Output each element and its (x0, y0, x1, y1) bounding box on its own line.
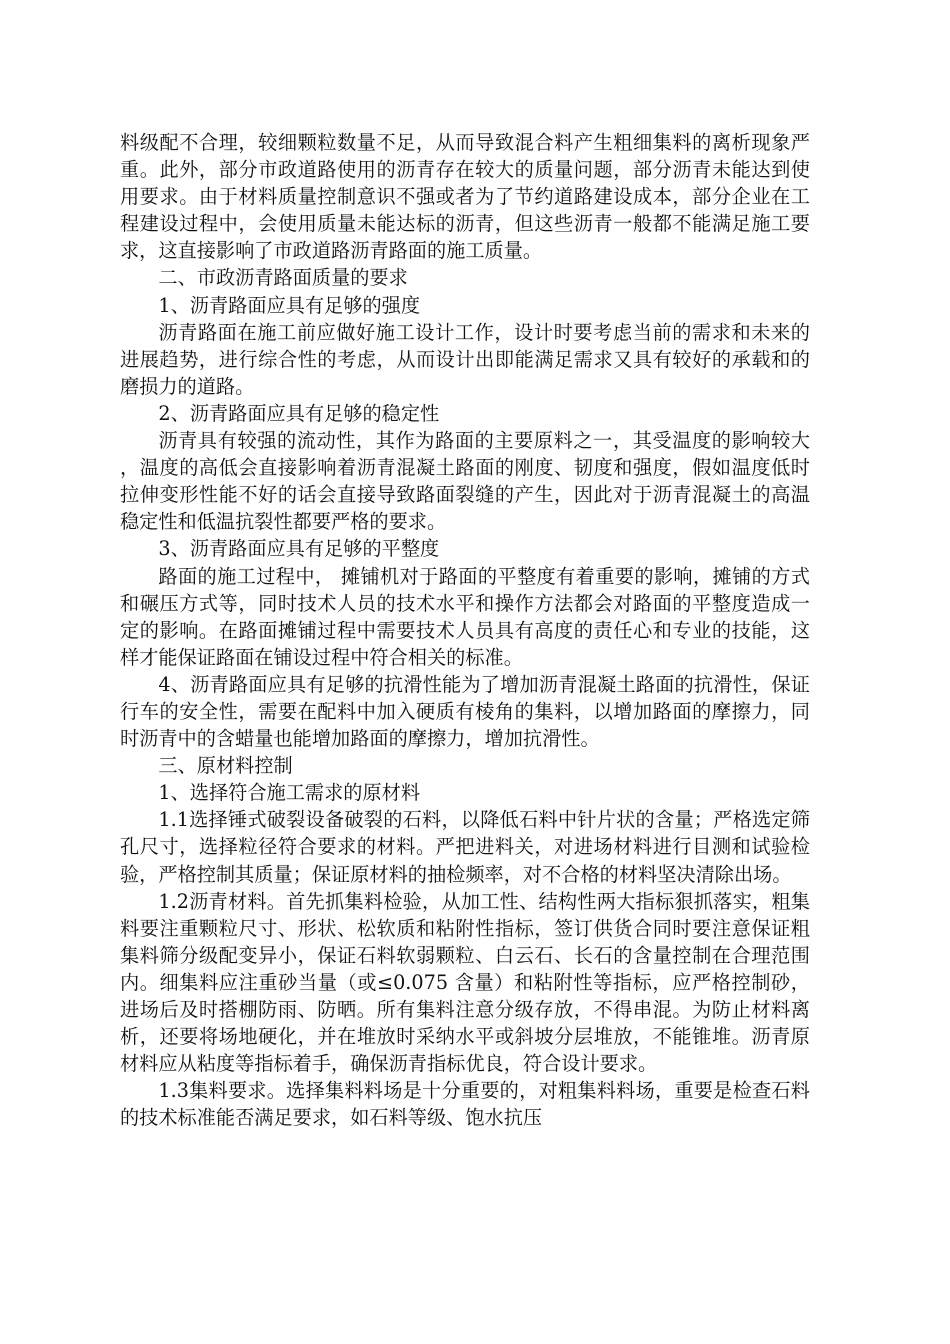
subheading-raw-material-selection: 1、选择符合施工需求的原材料 (158, 781, 421, 805)
paragraph-1-2-asphalt-material: 1.2沥青材料。首先抓集料检验，从加工性、结构性两大指标狠抓落实，粗集料要注重颗粒尺寸、形状、松软质和粘附性指标，签订供货合同时要注意保证粗集料筛分级配变异小，保证石料软弱颗粒、白云石、长石的含量控制在合理范围内。细集料应注重砂当量（或≤0.075 含量）和粘附性等指标，应严格控制砂，进场后及时搭棚防雨、防晒。所有集料注意分级存放，不得串混。为防止材料离析，还要将场地硬化，并在堆放时采纳水平或斜坡分层堆放，不能锥堆。沥青原材料应从粘度等指标着手，确保沥青指标优良，符合设计要求。 (120, 889, 810, 1076)
subheading-strength: 1、沥青路面应具有足够的强度 (158, 293, 421, 317)
paragraph-stability: 沥青具有较强的流动性，其作为路面的主要原料之一，其受温度的影响较大，温度的高低会直接影响着沥青混凝土路面的刚度、韧度和强度，假如温度低时拉伸变形性能不好的话会直接导致路面裂缝的产生，因此对于沥青混凝土的高温稳定性和低温抗裂性都要严格的要求。 (120, 429, 810, 534)
paragraph-material-gradation: 料级配不合理，较细颗粒数量不足，从而导致混合料产生粗细集料的离析现象严重。此外，部分市政道路使用的沥青存在较大的质量问题，部分沥青未能达到使用要求。由于材料质量控制意识不强或者为了节约道路建设成本，部分企业在工程建设过程中，会使用质量未能达标的沥青，但这些沥青一般都不能满足施工要求，这直接影响了市政道路沥青路面的施工质量。 (120, 131, 810, 263)
paragraph-flatness: 路面的施工过程中， 摊铺机对于路面的平整度有着重要的影响，摊铺的方式和碾压方式等，同时技术人员的技术水平和操作方法都会对路面的平整度造成一定的影响。在路面摊铺过程中需要技术人员具有高度的责任心和专业的技能，这样才能保证路面在铺设过程中符合相关的标准。 (120, 564, 810, 669)
paragraph-strength: 沥青路面在施工前应做好施工设计工作，设计时要考虑当前的需求和未来的进展趋势，进行综合性的考虑，从而设计出即能满足需求又具有较好的承载和的磨损力的道路。 (120, 320, 810, 398)
heading-quality-requirements: 二、市政沥青路面质量的要求 (158, 266, 408, 290)
heading-raw-material-control: 三、原材料控制 (158, 754, 293, 778)
paragraph-skid-resistance: 4、沥青路面应具有足够的抗滑性能为了增加沥青混凝土路面的抗滑性，保证行车的安全性，需要在配料中加入硬质有棱角的集料，以增加路面的摩擦力，同时沥青中的含蜡量也能增加路面的摩擦力，增加抗滑性。 (120, 672, 810, 751)
document-body (120, 129, 810, 1131)
subheading-flatness: 3、沥青路面应具有足够的平整度 (158, 537, 440, 561)
paragraph-1-1-stone-selection: 1.1选择锤式破裂设备破裂的石料，以降低石料中针片状的含量；严格选定筛孔尺寸，选择粒径符合要求的材料。严把进料关，对进场材料进行目测和试验检验，严格控制其质量；保证原材料的抽检频率，对不合格的材料坚决清除出场。 (120, 808, 810, 886)
subheading-stability: 2、沥青路面应具有足够的稳定性 (158, 401, 440, 425)
paragraph-1-3-aggregate-requirements: 1.3集料要求。选择集料料场是十分重要的，对粗集料料场，重要是检查石料的技术标准能否满足要求，如石料等级、饱水抗压 (120, 1079, 810, 1130)
